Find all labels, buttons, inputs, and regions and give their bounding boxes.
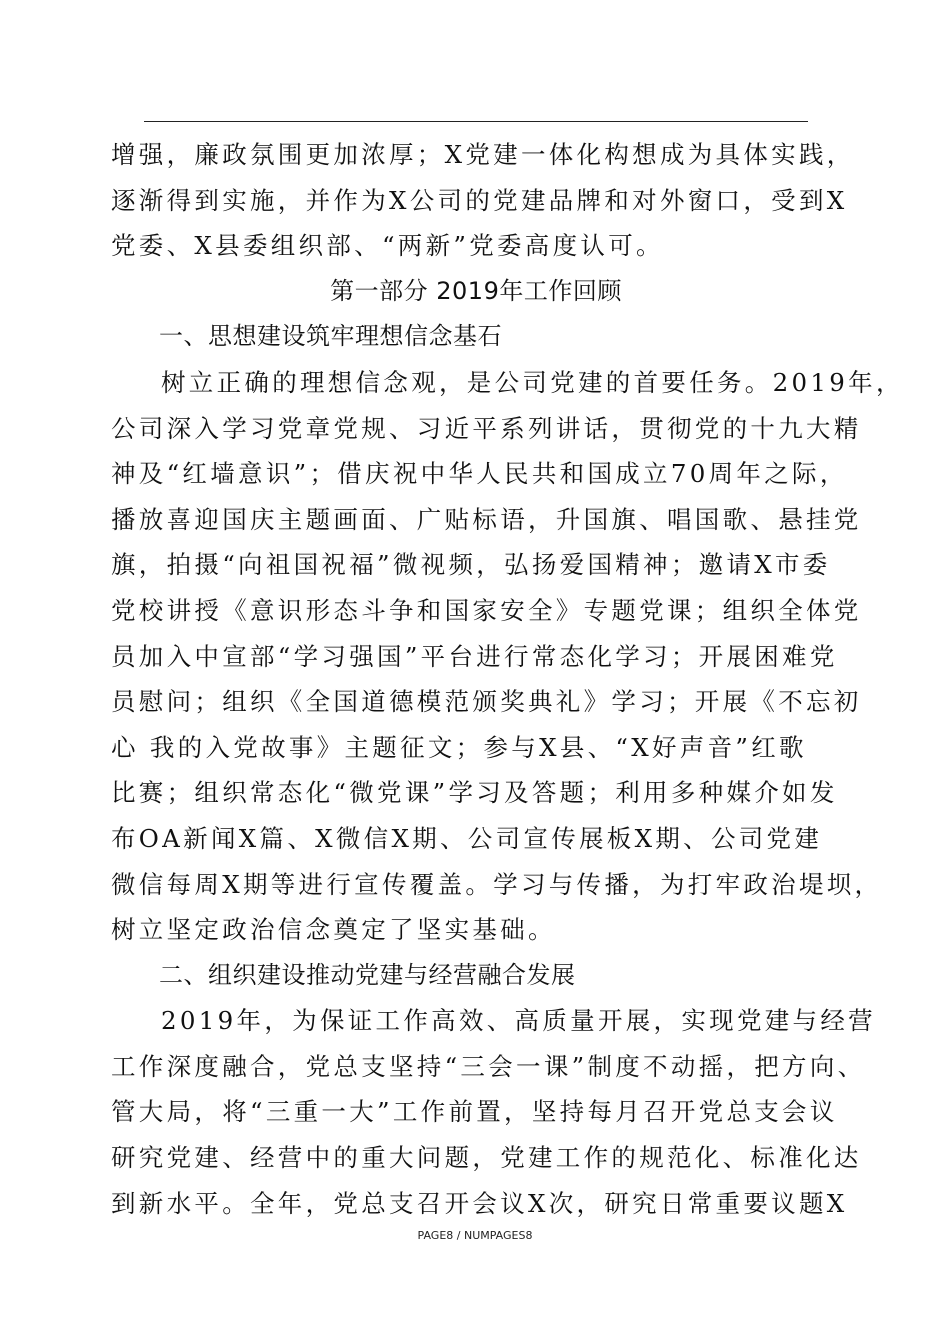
paragraph-line: 管大局，将“三重一大”工作前置，坚持每月召开党总支会议 [111,1097,838,1127]
paragraph-line: 公司深入学习党章党规、习近平系列讲话，贯彻党的十九大精 [111,413,862,443]
document-body [111,132,904,1226]
paragraph-line: 党委、X县委组织部、“两新”党委高度认可。 [111,231,664,261]
paragraph-line: 微信每周X期等进行宣传覆盖。学习与传播，为打牢政治堤坝， [111,869,883,899]
paragraph-line: 树立坚定政治信念奠定了坚实基础。 [111,915,556,945]
page-number-footer: PAGE8 / NUMPAGES8 [417,1229,533,1242]
section-heading: 二、组织建设推动党建与经营融合发展 [159,960,576,989]
header-rule [144,121,808,122]
paragraph-line: 布OA新闻X篇、X微信X期、公司宣传展板X期、公司党建 [111,823,823,853]
paragraph-line: 树立正确的理想信念观，是公司党建的首要任务。2019年， [161,367,904,397]
paragraph-line: 研究党建、经营中的重大问题，党建工作的规范化、标准化达 [111,1143,862,1173]
paragraph-line: 增强，廉政氛围更加浓厚；X党建一体化构想成为具体实践， [111,140,855,169]
paragraph-line: 神及“红墙意识”；借庆祝中华人民共和国成立70周年之际， [111,459,848,489]
paragraph-line: 员加入中宣部“学习强国”平台进行常态化学习；开展困难党 [111,641,838,671]
paragraph-line: 比赛；组织常态化“微党课”学习及答题；利用多种媒介如发 [111,778,838,808]
section-heading: 一、思想建设筑牢理想信念基石 [159,322,502,351]
paragraph-line: 党校讲授《意识形态斗争和国家安全》专题党课；组织全体党 [111,595,862,625]
paragraph-line: 2019年，为保证工作高效、高质量开展，实现党建与经营 [161,1006,876,1036]
part-heading: 第一部分 2019年工作回顾 [330,276,622,305]
paragraph-line: 员慰问；组织《全国道德模范颁奖典礼》学习；开展《不忘初 [111,687,862,717]
paragraph-line: 心 我的入党故事》主题征文；参与X县、“X好声音”红歌 [111,732,807,762]
paragraph-line: 工作深度融合，党总支坚持“三会一课”制度不动摇，把方向、 [111,1051,866,1081]
paragraph-line: 播放喜迎国庆主题画面、广贴标语，升国旗、唱国歌、悬挂党 [111,504,862,534]
paragraph-line: 旗，拍摄“向祖国祝福”微视频，弘扬爱国精神；邀请X市委 [111,550,831,580]
paragraph-line: 到新水平。全年，党总支召开会议X次，研究日常重要议题X [111,1188,848,1218]
paragraph-line: 逐渐得到实施，并作为X公司的党建品牌和对外窗口，受到X [111,185,848,215]
